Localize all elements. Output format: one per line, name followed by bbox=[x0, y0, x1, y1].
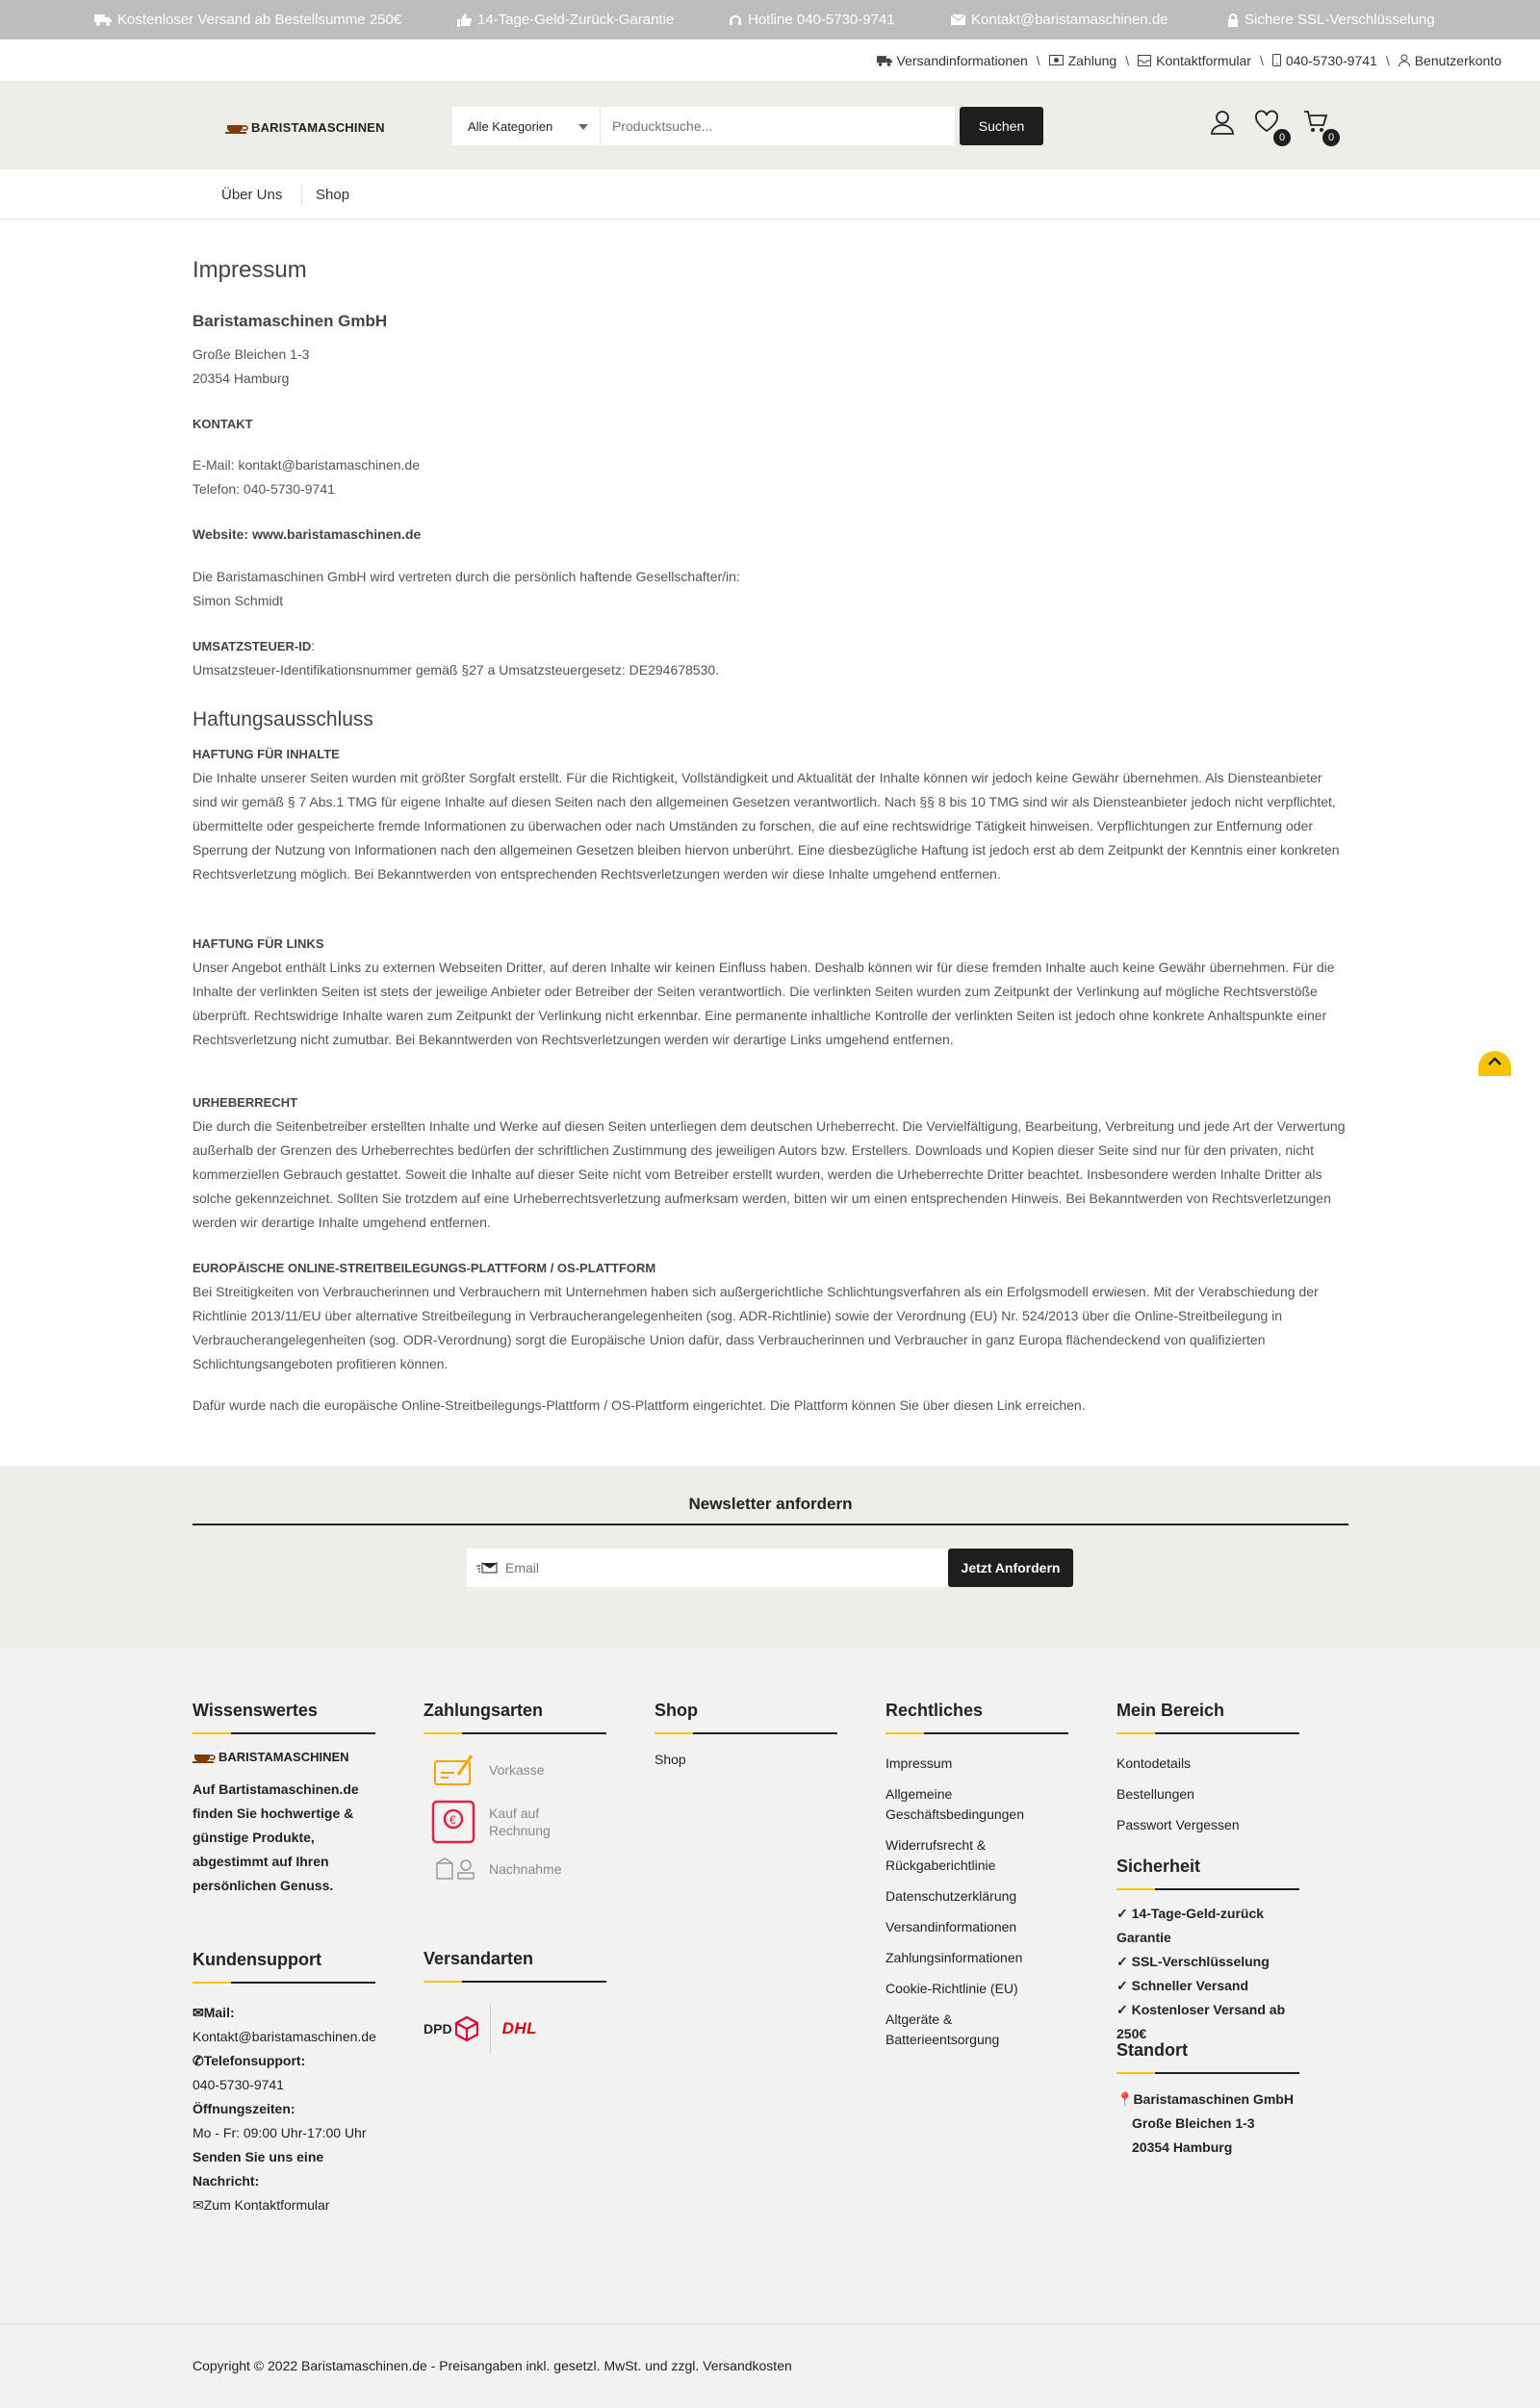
footer-link-kontodetails[interactable]: Kontodetails bbox=[1116, 1755, 1192, 1771]
footer-link-impressum[interactable]: Impressum bbox=[886, 1755, 953, 1771]
footer-link-versand[interactable]: Versandinformationen bbox=[886, 1919, 1017, 1934]
footer-heading: Wissenswertes bbox=[192, 1701, 375, 1734]
copyright-text: Copyright © 2022 Baristamaschinen.de - Preisangaben inkl. gesetzl. MwSt. und zzgl. Versandkosten bbox=[192, 2358, 792, 2373]
payment-nachnahme: Nachnahme bbox=[431, 1856, 606, 1883]
dpd-cube-icon bbox=[455, 2016, 478, 2041]
footer-link-cookie[interactable]: Cookie-Richtlinie (EU) bbox=[886, 1981, 1018, 1996]
chevron-down-icon bbox=[578, 124, 588, 130]
link-phone[interactable]: 040-5730-9741 bbox=[1272, 53, 1377, 68]
page-title: Impressum bbox=[192, 257, 307, 283]
footer-col-kundensupport bbox=[192, 1950, 375, 2217]
account-button[interactable] bbox=[1210, 110, 1239, 139]
carrier-divider bbox=[490, 2004, 491, 2054]
ust-id: UMSATZSTEUER-ID: Umsatzsteuer-Identifikationsnummer gemäß §27 a Umsatzsteuergesetz: DE294678530. bbox=[192, 638, 720, 678]
money-icon bbox=[1049, 55, 1064, 65]
main-header bbox=[0, 81, 1540, 169]
truck-icon bbox=[94, 13, 112, 26]
topbar-item-ssl: Sichere SSL-Verschlüsselung bbox=[1227, 12, 1435, 28]
footer-link-passwort[interactable]: Passwort Vergessen bbox=[1116, 1817, 1240, 1832]
haftung-title: Haftungsausschluss bbox=[192, 708, 373, 730]
coffee-cup-logo-icon bbox=[225, 122, 248, 134]
representation: Die Baristamaschinen GmbH wird vertreten durch die persönlich haftende Gesellschafter/in: Simon Schmidt bbox=[192, 569, 740, 608]
topbar-item-contact: Kontakt@baristamaschinen.de bbox=[951, 12, 1168, 28]
footer-col-sicherheit bbox=[1116, 1857, 1299, 2046]
link-separator: \ bbox=[1259, 52, 1264, 68]
main-nav bbox=[0, 169, 1540, 219]
secondary-link-bar bbox=[0, 39, 1540, 81]
lock-icon bbox=[1227, 13, 1239, 27]
search-button[interactable]: Suchen bbox=[960, 107, 1043, 145]
footer-link-widerruf[interactable]: Widerrufsrecht & Rückgaberichtlinie bbox=[886, 1837, 996, 1873]
scroll-to-top-button[interactable] bbox=[1478, 1051, 1511, 1076]
dhl-logo: DHL bbox=[501, 2019, 538, 2037]
footer-logo: BARISTAMASCHINEN bbox=[192, 1750, 375, 1764]
envelope-icon bbox=[951, 14, 965, 25]
mobile-icon bbox=[1272, 54, 1281, 66]
site-logo[interactable]: BARISTAMASCHINEN bbox=[225, 120, 385, 135]
footer-link-shop[interactable]: Shop bbox=[654, 1752, 686, 1767]
wishlist-button[interactable] bbox=[1254, 110, 1286, 143]
contact-form-link[interactable]: ✉Zum Kontaktformular bbox=[192, 2197, 330, 2213]
footer-heading: Sicherheit bbox=[1116, 1857, 1299, 1890]
coffee-cup-logo-icon bbox=[192, 1752, 216, 1763]
topbar-item-hotline: Hotline 040-5730-9741 bbox=[729, 12, 895, 28]
link-separator: \ bbox=[1036, 52, 1040, 68]
kontakt-details: E-Mail: kontakt@baristamaschinen.de Telefon: 040-5730-9741 bbox=[192, 457, 420, 497]
chevron-up-icon bbox=[1488, 1057, 1502, 1065]
haftung-inhalte: HAFTUNG FÜR INHALTE Die Inhalte unserer Seiten wurden mit größter Sorgfalt erstellt. Für die Richtigkeit, Vollständigkeit und Aktualität der Inhalte können wir jedoch keine Gewähr übernehmen. Als Diensteanbieter sind wir gemäß § 7 Abs.1 TMG für eigene Inhalte auf diesen Seiten nach den allgemeinen Gesetzen verantwortlich. Nach §§ 8 bis 10 TMG sind wir als Diensteanbieter jedoch nicht verpflichtet, übermittelte oder gespeicherte fremde Informationen zu überwachen oder nach Umständen zu forschen, die auf eine rechtswidrige Tätigkeit hinweisen. Verpflichtungen zur Entfernung oder Sperrung der Nutzung von Informationen nach den allgemeinen Gesetzen bleiben hiervon unberührt. Eine diesbezügliche Haftung ist jedoch erst ab dem Zeitpunkt der Kenntnis einer konkreten Rechtsverletzung möglich. Bei Bekanntwerden von entsprechenden Rechtsverletzungen werden wir diese Inhalte umgehend entfernen. bbox=[192, 747, 1340, 882]
link-versandinformationen[interactable]: Versandinformationen bbox=[877, 53, 1028, 68]
haftung-links: HAFTUNG FÜR LINKS Unser Angebot enthält Links zu externen Webseiten Dritter, auf deren Inhalte wir keinen Einfluss haben. Deshalb können wir für diese fremden Inhalte auch keine Gewähr übernehmen. Für die Inhalte der verlinkten Seiten ist stets der jeweilige Anbieter oder Betreiber der Seiten verantwortlich. Die verlinkten Seiten wurden zum Zeitpunkt der Verlinkung auf mögliche Rechtsverstöße überprüft. Rechtswidrige Inhalte waren zum Zeitpunkt der Verlinkung nicht erkennbar. Eine permanente inhaltliche Kontrolle der verlinkten Seiten ist jedoch ohne konkrete Anhaltspunkte einer Rechtsverletzung nicht zumutbar. Bei Bekanntwerden von Rechtsverletzungen werden wir derartige Links umgehend entfernen. bbox=[192, 936, 1335, 1047]
footer-heading: Rechtliches bbox=[886, 1701, 1068, 1734]
invoice-icon bbox=[431, 1800, 475, 1844]
search-bar bbox=[452, 107, 955, 145]
payment-vorkasse: Vorkasse bbox=[431, 1752, 606, 1788]
inbox-icon: ✉ bbox=[192, 2197, 204, 2213]
paper-plane-icon bbox=[476, 1562, 498, 1574]
footer-col-versandarten bbox=[424, 1949, 606, 2054]
about-text: Auf Bartistamaschinen.de finden Sie hochwertige & günstige Produkte, abgestimmt auf Ihren persönlichen Genuss. bbox=[192, 1781, 359, 1893]
wishlist-count-badge: 0 bbox=[1273, 129, 1291, 146]
footer-col-standort bbox=[1116, 2040, 1299, 2160]
footer-col-wissenswertes bbox=[192, 1701, 375, 1898]
footer bbox=[0, 1649, 1540, 2408]
footer-heading: Zahlungsarten bbox=[424, 1701, 606, 1734]
cart-icon bbox=[1303, 110, 1328, 133]
phone-icon: ✆ bbox=[192, 2053, 204, 2068]
carrier-logos bbox=[424, 2004, 606, 2054]
support-details: ✉Mail: Kontakt@baristamaschinen.de ✆Telefonsupport: 040-5730-9741 Öffnungszeiten: Mo - Fr: 09:00 Uhr-17:00 Uhr Senden Sie uns eine Nachricht: ✉Zum Kontaktformular bbox=[192, 2005, 376, 2213]
link-separator: \ bbox=[1125, 52, 1130, 68]
security-list: ✓ 14-Tage-Geld-zurück Garantie ✓ SSL-Verschlüsselung ✓ Schneller Versand ✓ Kostenloser Versand ab 250€ bbox=[1116, 1906, 1286, 2041]
newsletter-submit-button[interactable]: Jetzt Anfordern bbox=[948, 1549, 1073, 1587]
footer-link-datenschutz[interactable]: Datenschutzerklärung bbox=[886, 1888, 1017, 1904]
footer-link-bestellungen[interactable]: Bestellungen bbox=[1116, 1786, 1194, 1802]
footer-col-mein-bereich bbox=[1116, 1701, 1299, 1846]
top-info-bar bbox=[0, 0, 1540, 39]
newsletter-form bbox=[467, 1549, 1073, 1587]
svg-text:€: € bbox=[449, 1813, 456, 1827]
footer-heading: Mein Bereich bbox=[1116, 1701, 1299, 1734]
envelope-open-icon: ✉ bbox=[192, 2005, 204, 2020]
link-benutzerkonto[interactable]: Benutzerkonto bbox=[1399, 53, 1502, 68]
topbar-item-shipping: Kostenloser Versand ab Bestellsumme 250€ bbox=[94, 12, 401, 28]
footer-heading: Versandarten bbox=[424, 1949, 606, 1983]
inbox-icon bbox=[1138, 55, 1151, 66]
nav-separator bbox=[301, 185, 302, 204]
os-plattform: EUROPÄISCHE ONLINE-STREITBEILEGUNGS-PLATTFORM / OS-PLATTFORM Bei Streitigkeiten von Verbraucherinnen und Verbrauchern mit Unternehmen haben sich außergerichtliche Schlichtungsverfahren als ein Erfolgsmodell erwiesen. Mit der Verabschiedung der Richtlinie 2013/11/EU über alternative Streitbeilegung in Verbraucherangelegenheiten (sog. ADR-Richtlinie) sowie der Verordnung (EU) Nr. 524/2013 über die Online-Streitbeilegung in Verbraucherangelegenheiten (sog. ODR-Verordnung) sorgt die Europäische Union dafür, dass Verbraucherinnen und Verbraucher in ganz Europa flächendeckend von qualifizierten Schlichtungsangeboten profitieren können. bbox=[192, 1261, 1319, 1371]
footer-link-zahlung[interactable]: Zahlungsinformationen bbox=[886, 1950, 1023, 1965]
footer-link-altgeraete[interactable]: Altgeräte & Batterieentsorgung bbox=[886, 2011, 1000, 2047]
dpd-logo: DPD bbox=[424, 2016, 478, 2041]
link-kontaktformular[interactable]: Kontaktformular bbox=[1138, 53, 1251, 68]
urheberrecht: URHEBERRECHT Die durch die Seitenbetreiber erstellten Inhalte und Werke auf diesen Seiten unterliegen dem deutschen Urheberrecht. Die Vervielfältigung, Bearbeitung, Verbreitung und jede Art der Verwertung außerhalb der Grenzen des Urheberrechtes bedürfen der schriftlichen Zustimmung des jeweiligen Autors bzw. Erstellers. Downloads und Kopien dieser Seite sind nur für den privaten, nicht kommerziellen Gebrauch gestattet. Soweit die Inhalte auf dieser Seite nicht vom Betreiber erstellt wurden, werden die Urheberrechte Dritter beachtet. Insbesondere werden Inhalte Dritter als solche gekennzeichnet. Sollten Sie trotzdem auf eine Urheberrechtsverletzung aufmerksam werden, bitten wir um einen entsprechenden Hinweis. Bei Bekanntwerden von Rechtsverletzungen werden wir derartige Inhalte umgehend entfernen. bbox=[192, 1095, 1346, 1230]
copyright-bar bbox=[0, 2323, 1540, 2408]
search-input[interactable] bbox=[601, 108, 955, 144]
nav-item-shop[interactable]: Shop bbox=[316, 186, 350, 203]
thumbs-up-icon bbox=[457, 13, 472, 27]
newsletter-section bbox=[0, 1466, 1540, 1649]
map-marker-icon: 📍 bbox=[1116, 2091, 1134, 2107]
website-line: Website: www.baristamaschinen.de bbox=[192, 526, 422, 542]
headset-icon bbox=[729, 13, 742, 27]
footer-heading: Kundensupport bbox=[192, 1950, 375, 1984]
payment-rechnung: € Kauf auf Rechnung bbox=[431, 1800, 606, 1844]
user-icon bbox=[1210, 110, 1235, 135]
footer-col-rechtliches bbox=[886, 1701, 1068, 2061]
topbar-item-guarantee: 14-Tage-Geld-Zurück-Garantie bbox=[457, 12, 674, 28]
footer-heading: Standort bbox=[1116, 2040, 1299, 2074]
footer-col-zahlungsarten bbox=[424, 1701, 606, 1894]
company-address: Große Bleichen 1-3 20354 Hamburg bbox=[192, 346, 310, 386]
os-plattform-link-text: Dafür wurde nach die europäische Online-Streitbeilegungs-Plattform / OS-Plattform eingerichtet. Die Plattform können Sie über diesen Link erreichen. bbox=[192, 1397, 1086, 1413]
newsletter-title: Newsletter anfordern bbox=[192, 1495, 1348, 1525]
category-select[interactable]: Alle Kategorien bbox=[452, 107, 601, 145]
company-name: Baristamaschinen GmbH bbox=[192, 312, 388, 330]
newsletter-email-input[interactable] bbox=[505, 1560, 948, 1575]
link-zahlung[interactable]: Zahlung bbox=[1049, 53, 1117, 68]
truck-icon bbox=[877, 55, 892, 66]
footer-heading: Shop bbox=[654, 1701, 837, 1734]
cart-button[interactable] bbox=[1303, 110, 1335, 143]
location-address: 📍Baristamaschinen GmbH Große Bleichen 1-3 20354 Hamburg bbox=[1116, 2091, 1294, 2155]
cart-count-badge: 0 bbox=[1322, 129, 1340, 146]
transfer-icon bbox=[431, 1752, 475, 1788]
link-separator: \ bbox=[1385, 52, 1390, 68]
kontakt-label: KONTAKT bbox=[192, 417, 253, 431]
support-mail-link[interactable]: Kontakt@baristamaschinen.de bbox=[192, 2029, 376, 2044]
footer-link-agb[interactable]: Allgemeine Geschäftsbedingungen bbox=[886, 1786, 1024, 1822]
footer-col-shop bbox=[654, 1701, 837, 1780]
cash-on-delivery-icon bbox=[431, 1856, 475, 1883]
nav-item-ueber-uns[interactable]: Über Uns bbox=[221, 186, 283, 203]
heart-icon bbox=[1254, 110, 1279, 133]
user-icon bbox=[1399, 54, 1410, 66]
